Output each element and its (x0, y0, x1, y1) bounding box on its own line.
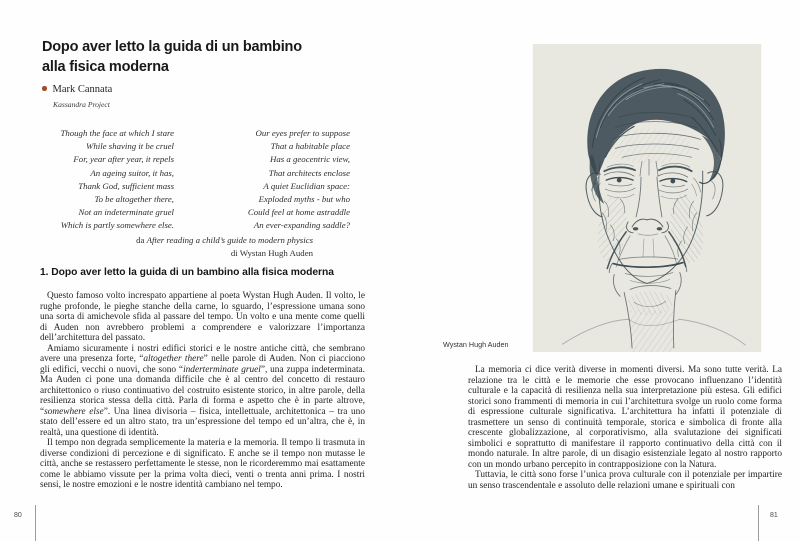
author-row (42, 84, 112, 95)
poem-line: Which is partly somewhere else. (60, 220, 174, 231)
paragraph: Tuttavia, le città sono forse l’unica prova culturale con il potenziale per impartire un senso trascendentale e assoluto delle relazioni umane e spirituali con (468, 470, 782, 491)
author-affiliation: Kassandra Project (53, 100, 110, 109)
poem-line: An ageing suitor, it has, (90, 167, 174, 178)
article-title-line1: Dopo aver letto la guida di un bambino (42, 39, 302, 55)
poem-stanza-2 (180, 127, 350, 233)
poem-stanza-1 (30, 127, 174, 233)
poem-line: Exploded myths - but who (258, 194, 350, 205)
poem-line: That architects enclose (268, 167, 350, 178)
poem-line: Not an indeterminate gruel (78, 207, 174, 218)
poem-line: While shaving it be cruel (86, 141, 174, 152)
poem-line: Our eyes prefer to suppose (255, 128, 350, 138)
poem-line: A quiet Euclidian space: (263, 180, 350, 191)
poem-line: Could feel at home astraddle (247, 207, 350, 218)
page-number-right: 81 (770, 512, 778, 519)
poem-attribution-author-line: di Wystan Hugh Auden (230, 247, 313, 258)
poem-line: For, year after year, it repels (73, 154, 174, 165)
paragraph: Questo famoso volto increspato appartiene al poeta Wystan Hugh Auden. Il volto, le rughe profonde, le pieghe stanche della carne, lo sguardo, l’espressione umana sono una sorta di amichevole sfida al passare del tempo. Un volto e una mente come quelli di Auden non avrebbero problemi a comprendere e valorizzare l’importanza dell’architettura del passato. (40, 291, 365, 343)
page-number-left: 80 (14, 512, 22, 519)
poem-line: Though the face at which I stare (60, 128, 174, 138)
poem-attribution-work-line (100, 234, 313, 247)
paragraph: Amiamo sicuramente i nostri edifici storici e le nostre antiche città, che sembrano avere una presenza forte, “altogether there” nelle parole di Auden. Non ci piacciono gli edifici, vecchi o nuovi, che sono “inderterminate gruel”, una zuppa indeterminata. Ma Auden ci pone una domanda difficile che è al centro del concetto di restauro architettonico o riuso continuativo del costruito esistente storico, in altre parole, della resilienza storica stessa della città. Parla di forma e aspetto che è in parte altrove, “somewhere else”. Una linea divisoria – fisica, intellettuale, architettonica – tra uno stato dell’essere ed un altro stato, tra un’espressione del tempo ed un’altra, che è, in realtà, una questione di identità. (40, 343, 365, 438)
auden-portrait-drawing (532, 44, 762, 352)
poem-line: That a habitable place (270, 141, 350, 152)
section-heading: 1. Dopo aver letto la guida di un bambino alla fisica moderna (40, 267, 334, 278)
poem-line: Has a geocentric view, (270, 154, 350, 165)
article-title-line2: alla fisica moderna (42, 58, 169, 75)
poem-attribution (100, 234, 313, 259)
poem-line: Thank God, sufficient mass (78, 180, 174, 191)
body-text-left (40, 291, 365, 491)
poem-line: An ever-expanding saddle? (253, 220, 350, 231)
poem-line: To be altogether there, (94, 194, 174, 205)
footer-rule-left (35, 505, 36, 541)
author-name: Mark Cannata (52, 84, 113, 95)
paragraph: La memoria ci dice verità diverse in momenti diversi. Ma sono tutte verità. La relazione tra le città e le memorie che esse provocano influenzano l’identità culturale e la capacità di resilienza nella sua interpretazione più estesa. Gli edifici storici sono frammenti di memoria in cui l’architettura svolge un ruolo come forma di espressione culturale significativa. L’architettura ha infatti il potenziale di trasmettere un senso di continuità temporale, storica e simbolica di fronte alla crescente globalizzazione, al corporativismo, alla svalutazione dei significati simbolici e soprattutto di manifestare il rapporto continuativo della città con il mondo naturale. In altre parole, di un disagio esistenziale legato al nostro rapporto con un mondo urbano percepito in contrapposizione con la Natura. (468, 365, 782, 470)
footer-rule-right (758, 505, 759, 541)
attribution-work-title: After reading a child’s guide to modern physics (146, 235, 313, 245)
portrait-caption: Wystan Hugh Auden (443, 340, 509, 349)
attribution-prefix: da (136, 235, 145, 245)
paragraph: Il tempo non degrada semplicemente la materia e la memoria. Il tempo li trasmuta in diverse condizioni di percezione e di significato. E anche se il tempo non mutasse le città, anche se restassero perfettamente le stesse, non le ricorderemmo mai esattamente come le abbiamo vissute per la prima volta dieci, venti o trenta anni prima. I nostri sensi, le nostre emozioni e le nostre identità cambiano nel tempo. (40, 438, 365, 490)
body-text-right (468, 365, 782, 491)
author-bullet-icon (42, 86, 47, 91)
article-title (42, 38, 302, 77)
portrait-figure (532, 44, 762, 352)
